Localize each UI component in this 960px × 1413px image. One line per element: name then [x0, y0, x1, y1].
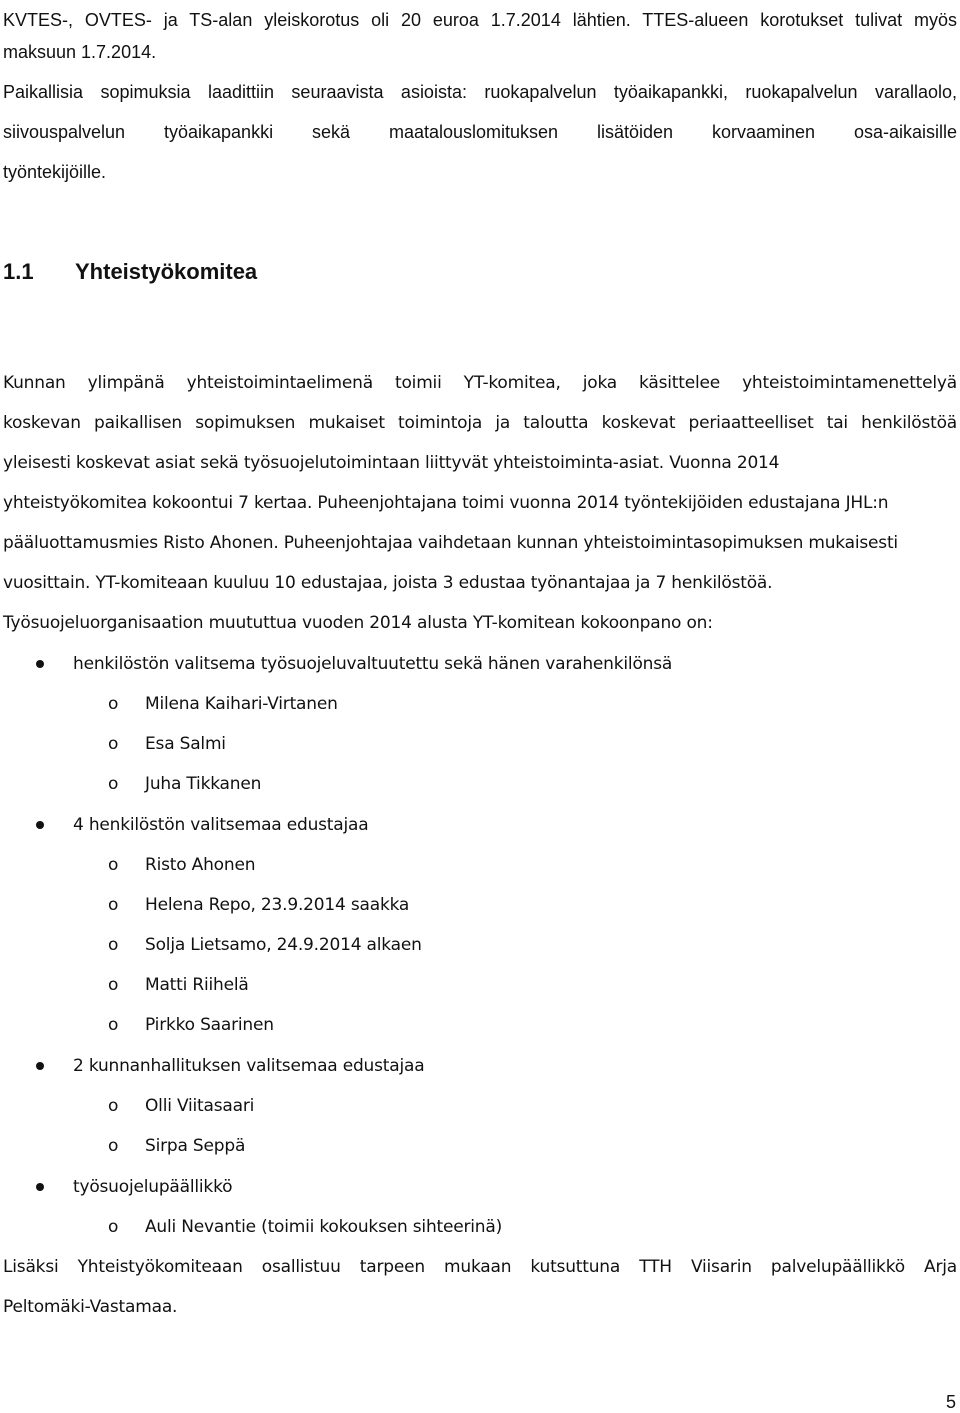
closing-line-2: Peltomäki-Vastamaa.	[3, 1297, 178, 1317]
paragraph-line: koskevan paikallisen sopimuksen mukaiset toimintoja ja taloutta koskevat periaatteelliset tai henkilöstöä	[3, 413, 957, 433]
member-name: Risto Ahonen	[145, 855, 256, 875]
bullet-icon	[36, 1062, 44, 1070]
intro-line-1: KVTES-, OVTES- ja TS-alan yleiskorotus oli 20 euroa 1.7.2014 lähtien. TTES-alueen korotukset tulivat myös	[3, 10, 957, 30]
circle-bullet-icon: o	[108, 694, 119, 714]
circle-bullet-icon: o	[108, 895, 119, 915]
circle-bullet-icon: o	[108, 1136, 119, 1156]
circle-bullet-icon: o	[108, 975, 119, 995]
intro-line-5: työntekijöille.	[3, 162, 107, 182]
circle-bullet-icon: o	[108, 1217, 119, 1237]
section-title: Yhteistyökomitea	[75, 259, 258, 284]
intro-line-4: siivouspalvelun työaikapankki sekä maatalouslomituksen lisätöiden korvaaminen osa-aikaisille	[3, 122, 957, 142]
member-name: Matti Riihelä	[145, 975, 249, 995]
paragraph-line: yleisesti koskevat asiat sekä työsuojelutoimintaan liittyvät yhteistoiminta-asiat. Vuonna 2014	[3, 453, 780, 473]
member-name: Solja Lietsamo, 24.9.2014 alkaen	[145, 935, 422, 955]
intro-line-2: maksuun 1.7.2014.	[3, 42, 157, 62]
member-name: Esa Salmi	[145, 734, 226, 754]
circle-bullet-icon: o	[108, 855, 119, 875]
circle-bullet-icon: o	[108, 935, 119, 955]
member-name: Olli Viitasaari	[145, 1096, 255, 1116]
paragraph-line: Kunnan ylimpänä yhteistoimintaelimenä toimii YT-komitea, joka käsittelee yhteistoimintamenettelyä	[3, 373, 957, 393]
member-name: Helena Repo, 23.9.2014 saakka	[145, 895, 410, 915]
member-name: Auli Nevantie (toimii kokouksen sihteerinä)	[145, 1217, 503, 1237]
section-number: 1.1	[3, 259, 34, 284]
member-name: Pirkko Saarinen	[145, 1015, 274, 1035]
closing-line-1: Lisäksi Yhteistyökomiteaan osallistuu tarpeen mukaan kutsuttuna TTH Viisarin palvelupäällikkö Arja	[3, 1257, 957, 1277]
paragraph-line: vuosittain. YT-komiteaan kuuluu 10 edustajaa, joista 3 edustaa työnantajaa ja 7 henkilöstöä.	[3, 573, 773, 593]
circle-bullet-icon: o	[108, 1015, 119, 1035]
member-name: Milena Kaihari-Virtanen	[145, 694, 338, 714]
circle-bullet-icon: o	[108, 774, 119, 794]
intro-line-3: Paikallisia sopimuksia laadittiin seuraavista asioista: ruokapalvelun työaikapankki, ruokapalvelun varallaolo,	[3, 82, 957, 102]
circle-bullet-icon: o	[108, 1096, 119, 1116]
bullet-icon	[36, 821, 44, 829]
bullet-icon	[36, 660, 44, 668]
bullet-icon	[36, 1183, 44, 1191]
list-item-label: 4 henkilöstön valitsemaa edustajaa	[73, 815, 369, 835]
member-name: Juha Tikkanen	[145, 774, 262, 794]
circle-bullet-icon: o	[108, 734, 119, 754]
page-number: 5	[945, 1392, 956, 1412]
list-item-label: henkilöstön valitsema työsuojeluvaltuutettu sekä hänen varahenkilönsä	[73, 654, 673, 674]
list-item-label: työsuojelupäällikkö	[73, 1177, 233, 1197]
paragraph-line: Työsuojeluorganisaation muututtua vuoden 2014 alusta YT-komitean kokoonpano on:	[3, 613, 713, 633]
list-item-label: 2 kunnanhallituksen valitsemaa edustajaa	[73, 1056, 425, 1076]
member-name: Sirpa Seppä	[145, 1136, 246, 1156]
section-heading	[3, 254, 257, 290]
paragraph-line: yhteistyökomitea kokoontui 7 kertaa. Puheenjohtajana toimi vuonna 2014 työntekijöiden edustajana JHL:n	[3, 493, 889, 513]
paragraph-line: pääluottamusmies Risto Ahonen. Puheenjohtajaa vaihdetaan kunnan yhteistoimintasopimuksen mukaisesti	[3, 533, 898, 553]
